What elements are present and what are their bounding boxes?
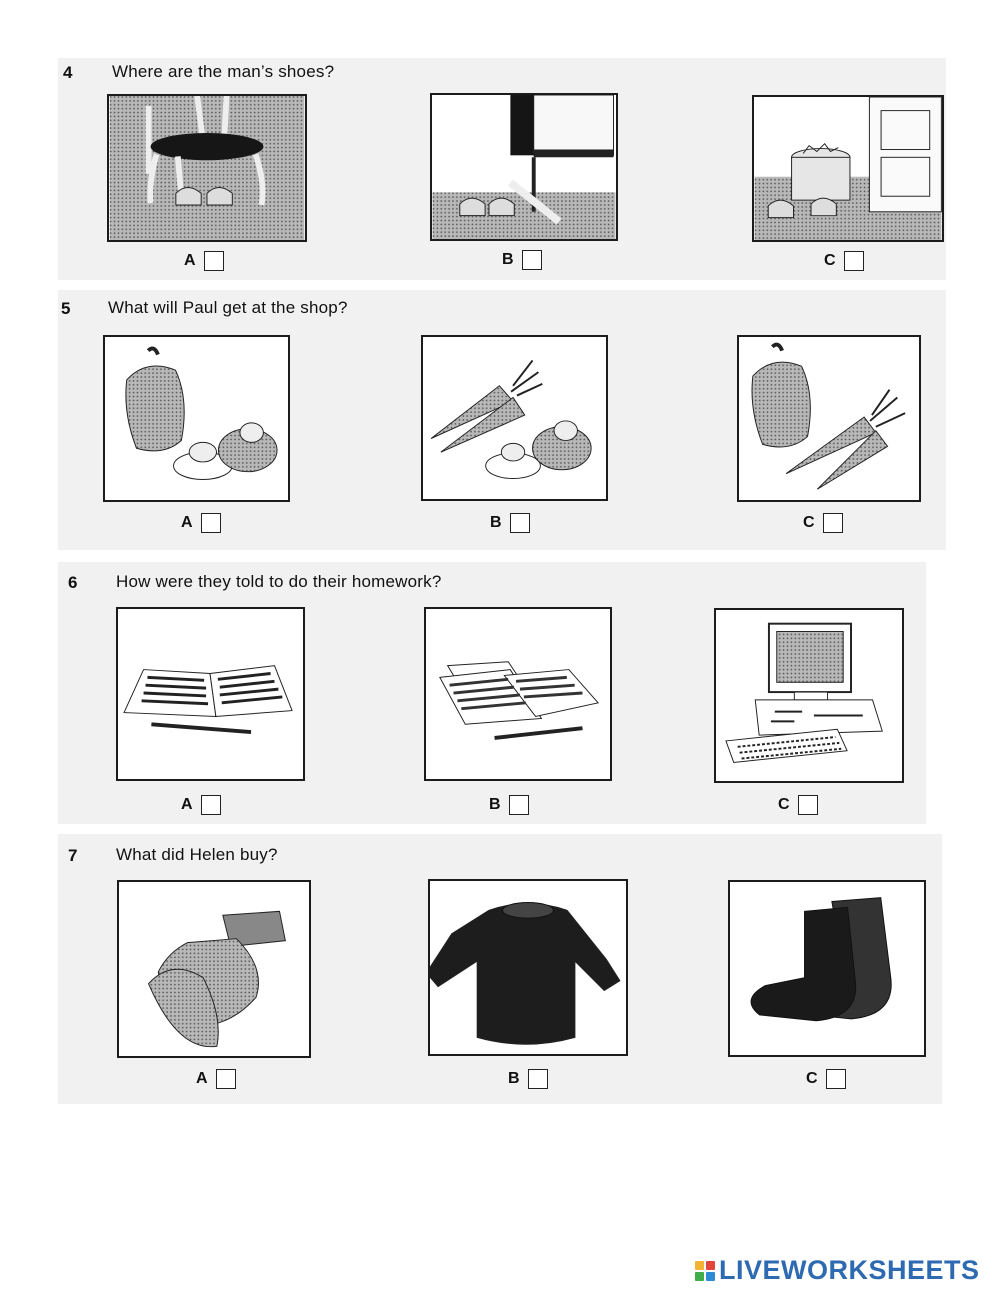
answer-checkbox[interactable] xyxy=(201,513,221,533)
option-picture-carrots-mushrooms[interactable] xyxy=(421,335,608,501)
papers-pen-illustration xyxy=(426,609,610,779)
answer-checkbox[interactable] xyxy=(844,251,864,271)
option-C xyxy=(778,795,818,815)
answer-checkbox[interactable] xyxy=(204,251,224,271)
question-text: What did Helen buy? xyxy=(116,845,278,864)
bin-shoes-illustration xyxy=(754,97,942,240)
option-C xyxy=(806,1069,846,1089)
computer-illustration xyxy=(716,610,902,781)
question-text: Where are the man’s shoes? xyxy=(112,62,335,81)
option-C xyxy=(824,251,864,271)
table-shoes-illustration xyxy=(432,95,616,239)
carrots-mushrooms-illustration xyxy=(423,337,606,499)
option-picture-jumper[interactable] xyxy=(428,879,628,1056)
question-text: How were they told to do their homework? xyxy=(116,572,442,591)
question-number: 7 xyxy=(68,846,78,865)
chair-shoes-illustration xyxy=(109,96,305,240)
question-number: 4 xyxy=(63,63,73,82)
option-letter: B xyxy=(490,514,502,531)
option-picture-papers-pen[interactable] xyxy=(424,607,612,781)
answer-checkbox[interactable] xyxy=(201,795,221,815)
option-C xyxy=(803,513,843,533)
socks-illustration xyxy=(730,882,924,1055)
option-A xyxy=(196,1069,236,1089)
answer-checkbox[interactable] xyxy=(510,513,530,533)
logo-text: LIVEWORKSHEETS xyxy=(719,1255,980,1285)
liveworksheets-logo[interactable] xyxy=(695,1255,980,1286)
option-letter: B xyxy=(489,796,501,813)
option-letter: B xyxy=(508,1070,520,1087)
option-A xyxy=(181,795,221,815)
answer-checkbox[interactable] xyxy=(826,1069,846,1089)
logo-blocks-icon xyxy=(695,1261,715,1281)
option-picture-shoes-beside-bin[interactable] xyxy=(752,95,944,242)
option-picture-pepper-carrots[interactable] xyxy=(737,335,921,502)
option-picture-book-pen[interactable] xyxy=(116,607,305,781)
option-letter: A xyxy=(196,1070,208,1087)
option-letter: B xyxy=(502,251,514,268)
question-number: 6 xyxy=(68,573,78,592)
answer-checkbox[interactable] xyxy=(823,513,843,533)
option-B xyxy=(502,250,542,270)
option-letter: A xyxy=(184,252,196,269)
option-B xyxy=(490,513,530,533)
answer-checkbox[interactable] xyxy=(216,1069,236,1089)
option-picture-socks[interactable] xyxy=(728,880,926,1057)
answer-checkbox[interactable] xyxy=(522,250,542,270)
option-letter: C xyxy=(778,796,790,813)
option-A xyxy=(184,251,224,271)
option-A xyxy=(181,513,221,533)
option-letter: A xyxy=(181,514,193,531)
answer-checkbox[interactable] xyxy=(509,795,529,815)
question-text: What will Paul get at the shop? xyxy=(108,298,348,317)
option-picture-shoes-under-chair[interactable] xyxy=(107,94,307,242)
answer-checkbox[interactable] xyxy=(528,1069,548,1089)
option-B xyxy=(508,1069,548,1089)
question-number: 5 xyxy=(61,299,71,318)
option-picture-gloves[interactable] xyxy=(117,880,311,1058)
pepper-mushrooms-illustration xyxy=(105,337,288,500)
answer-checkbox[interactable] xyxy=(798,795,818,815)
pepper-carrots-illustration xyxy=(739,337,919,500)
option-letter: C xyxy=(803,514,815,531)
jumper-illustration xyxy=(430,881,626,1054)
gloves-illustration xyxy=(119,882,309,1056)
option-letter: A xyxy=(181,796,193,813)
option-picture-pepper-mushrooms[interactable] xyxy=(103,335,290,502)
option-picture-computer[interactable] xyxy=(714,608,904,783)
option-letter: C xyxy=(806,1070,818,1087)
option-picture-shoes-under-table[interactable] xyxy=(430,93,618,241)
book-pen-illustration xyxy=(118,609,303,779)
option-B xyxy=(489,795,529,815)
option-letter: C xyxy=(824,252,836,269)
